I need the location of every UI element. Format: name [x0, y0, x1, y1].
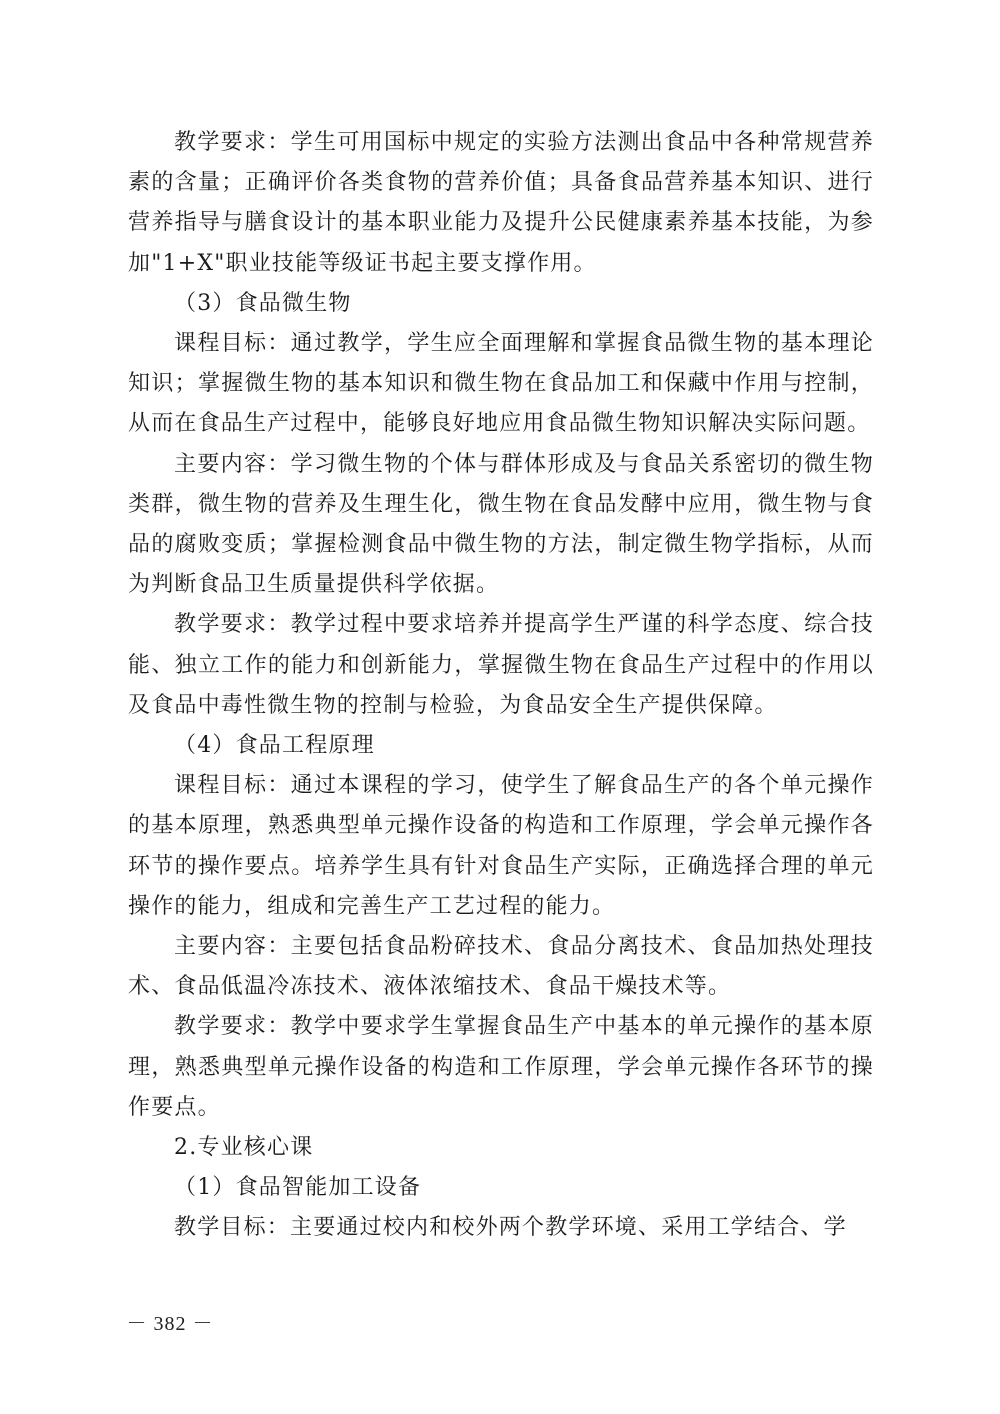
page-body [128, 123, 874, 1249]
paragraph-teaching-requirements-nutrition: 教学要求：学生可用国标中规定的实验方法测出食品中各种常规营养素的含量；正确评价各类食物的营养价值；具备食品营养基本知识、进行营养指导与膳食设计的基本职业能力及提升公民健康素养基本技能，为参加"1+X"职业技能等级证书起主要支撑作用。 [128, 130, 874, 276]
heading-food-engineering-principles: （4）食品工程原理 [174, 733, 375, 759]
paragraph-main-content-microbiology: 主要内容：学习微生物的个体与群体形成及与食品关系密切的微生物类群，微生物的营养及生理生化，微生物在食品发酵中应用，微生物与食品的腐败变质；掌握检测食品中微生物的方法，制定微生物学指标，从而为判断食品卫生质量提供科学依据。 [128, 451, 874, 598]
paragraph-main-content-engineering: 主要内容：主要包括食品粉碎技术、食品分离技术、食品加热处理技术、食品低温冷冻技术、液体浓缩技术、食品干燥技术等。 [128, 934, 874, 1000]
paragraph-course-objective-microbiology: 课程目标：通过教学，学生应全面理解和掌握食品微生物的基本理论知识；掌握微生物的基本知识和微生物在食品加工和保藏中作用与控制，从而在食品生产过程中，能够良好地应用食品微生物知识解决实际问题。 [128, 331, 874, 437]
heading-intelligent-processing-equipment: （1）食品智能加工设备 [174, 1175, 422, 1201]
heading-food-microbiology: （3）食品微生物 [174, 290, 352, 316]
paragraph-teaching-objective-equipment: 教学目标：主要通过校内和校外两个教学环境、采用工学结合、学 [174, 1215, 847, 1241]
page-number: － 382 － [126, 1313, 214, 1335]
heading-core-courses: 2.专业核心课 [174, 1135, 314, 1161]
paragraph-course-objective-engineering: 课程目标：通过本课程的学习，使学生了解食品生产的各个单元操作的基本原理，熟悉典型单元操作设备的构造和工作原理，学会单元操作各环节的操作要点。培养学生具有针对食品生产实际，正确选择合理的单元操作的能力，组成和完善生产工艺过程的能力。 [128, 773, 874, 919]
paragraph-teaching-requirements-engineering: 教学要求：教学中要求学生掌握食品生产中基本的单元操作的基本原理，熟悉典型单元操作设备的构造和工作原理，学会单元操作各环节的操作要点。 [128, 1014, 874, 1120]
paragraph-teaching-requirements-microbiology: 教学要求：教学过程中要求培养并提高学生严谨的科学态度、综合技能、独立工作的能力和创新能力，掌握微生物在食品生产过程中的作用以及食品中毒性微生物的控制与检验，为食品安全生产提供保障。 [128, 612, 874, 718]
